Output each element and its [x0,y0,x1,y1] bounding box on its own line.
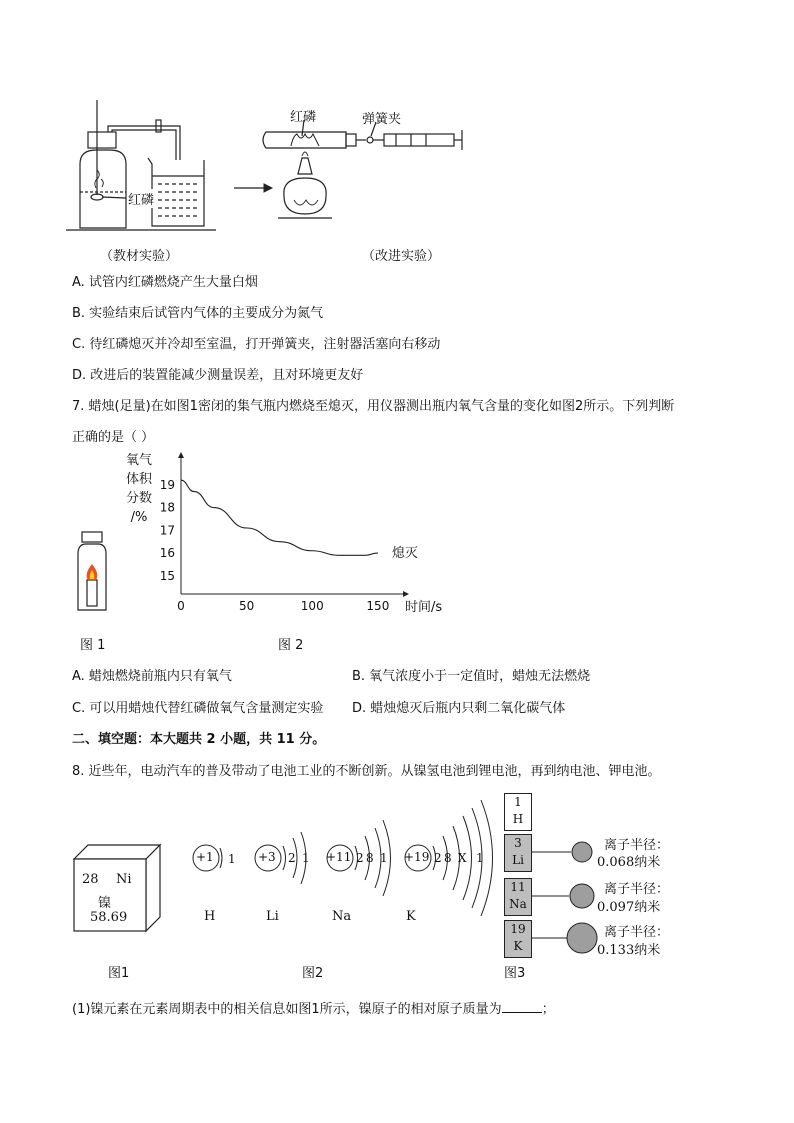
li-radius-value: 0.068纳米 [597,855,661,870]
atom-k-nucleus: +19 [404,850,430,864]
q6-option-a: A. 试管内红磷燃烧产生大量白烟 [72,275,258,290]
table-cell-na [504,878,532,916]
q6-option-b: B. 实验结束后试管内气体的主要成分为氮气 [72,306,324,321]
q7-option-d: D. 蜡烛熄灭后瓶内只剩二氧化碳气体 [352,701,566,716]
fig1-caption: 图 1 [80,638,106,653]
q7-stem-line1: 7. 蜡烛(足量)在如图1密闭的集气瓶内燃烧至熄灭，用仪器测出瓶内氧气含量的变化如图2所示。下列判断 [72,399,675,414]
candle-jar-figure [72,530,112,612]
x-axis-arrow [403,591,409,597]
atom-h-shell-1: 1 [228,852,236,866]
x-axis-label: 时间/s [405,600,443,615]
table-cell-li-symbol: Li [512,853,524,867]
answer-blank[interactable] [502,1000,542,1013]
q7-option-a: A. 蜡烛燃烧前瓶内只有氧气 [72,669,232,684]
k-ion-circle [567,923,597,953]
atom-k-shell-1: 2 [434,851,442,865]
y-tick-label: 16 [159,546,175,561]
y-axis-label: /% [130,510,148,525]
q8-fig3-caption: 图3 [504,966,526,981]
annotation-extinguished: 熄灭 [391,546,418,562]
atom-li-shell-2: 1 [302,851,310,865]
ni-mass: 58.69 [90,910,128,925]
x-tick-label: 100 [300,599,324,613]
table-cell-h-symbol: H [512,812,524,826]
li-radius-label: 离子半径： [604,838,670,853]
q8-stem: 8. 近些年，电动汽车的普及带动了电池工业的不断创新。从镍氢电池到锂电池，再到纳电池、钾电池。 [72,764,661,779]
caption-improved-experiment: （改进实验） [362,249,441,264]
k-radius-value: 0.133纳米 [597,943,661,958]
atom-na-shell-1: 2 [356,851,364,865]
table-cell-na-symbol: Na [509,897,527,911]
y-axis-label: 体积 [125,472,153,487]
q8-sub1-text: (1)镍元素在元素周期表中的相关信息如图1所示，镍原子的相对原子质量为 [72,1002,502,1017]
q8-fig2-caption: 图2 [302,966,324,981]
q7-stem-line2: 正确的是（ ） [72,430,155,445]
atom-h-nucleus: +1 [196,850,214,864]
k-radius-label: 离子半径： [604,925,670,940]
atom-na-shell-3: 1 [380,851,388,865]
table-cell-k-symbol: K [513,939,523,953]
ion-radius-diagram [531,830,601,960]
atom-li-nucleus: +3 [258,850,276,864]
table-cell-k-number: 19 [510,922,526,936]
y-axis-label: 分数 [125,491,153,506]
atom-k-name: K [406,909,416,924]
q8-fig1-caption: 图1 [108,966,130,981]
oxygen-content-chart [115,452,443,622]
atom-k-shell-2: 8 [444,851,452,865]
label-red-phosphorus-improved: 红磷 [290,110,317,125]
label-red-phosphorus-textbook: 红磷 [128,189,154,208]
atom-k-shell-4: 1 [476,851,484,865]
y-axis-arrow [178,452,184,458]
x-tick-label: 0 [177,599,185,613]
y-axis-label: 氧气 [125,453,153,468]
caption-textbook-experiment: （教材实验） [100,249,179,264]
table-cell-na-number: 11 [510,880,526,894]
table-cell-li [504,834,532,872]
improved-apparatus [263,120,462,218]
table-cell-h [504,793,532,831]
fig2-caption: 图 2 [278,638,304,653]
y-tick-label: 15 [159,568,175,583]
ni-symbol: Ni [116,872,132,887]
atom-li-shell-1: 2 [288,851,296,865]
q8-sub1-end: ； [541,1002,555,1017]
q8-sub1 [72,998,555,1017]
ni-atomic-number: 28 [82,872,99,887]
atom-na-shell-2: 8 [366,851,374,865]
y-tick-label: 18 [159,500,175,515]
oxygen-curve [181,480,378,555]
q6-apparatus-figure [66,100,486,235]
y-tick-label: 19 [159,477,175,492]
y-tick-label: 17 [159,523,175,538]
atom-li-name: Li [266,909,279,924]
textbook-apparatus [66,100,216,230]
table-cell-li-number: 3 [514,836,522,850]
na-ion-circle [570,884,594,908]
atom-na-nucleus: +11 [326,850,352,864]
q6-option-c: C. 待红磷熄灭并冷却至室温，打开弹簧夹，注射器活塞向右移动 [72,337,441,352]
atom-h-name: H [204,909,216,924]
li-ion-circle [572,842,592,862]
table-cell-h-number: 1 [514,795,522,809]
q6-option-d: D. 改进后的装置能减少测量误差，且对环境更友好 [72,368,364,383]
na-radius-label: 离子半径： [604,882,670,897]
arrow-icon [234,184,272,192]
section2-title: 二、填空题：本大题共 2 小题，共 11 分。 [72,732,326,747]
x-tick-label: 150 [366,599,390,613]
ni-name: 镍 [98,896,112,911]
atom-k-shell-x: X [458,851,467,865]
label-spring-clip: 弹簧夹 [362,112,402,127]
na-radius-value: 0.097纳米 [597,900,661,915]
x-tick-label: 50 [238,599,255,613]
q7-option-c: C. 可以用蜡烛代替红磷做氧气含量测定实验 [72,701,324,716]
q7-option-b: B. 氧气浓度小于一定值时，蜡烛无法燃烧 [352,669,591,684]
atom-na-name: Na [332,909,352,924]
table-cell-k [504,920,532,958]
